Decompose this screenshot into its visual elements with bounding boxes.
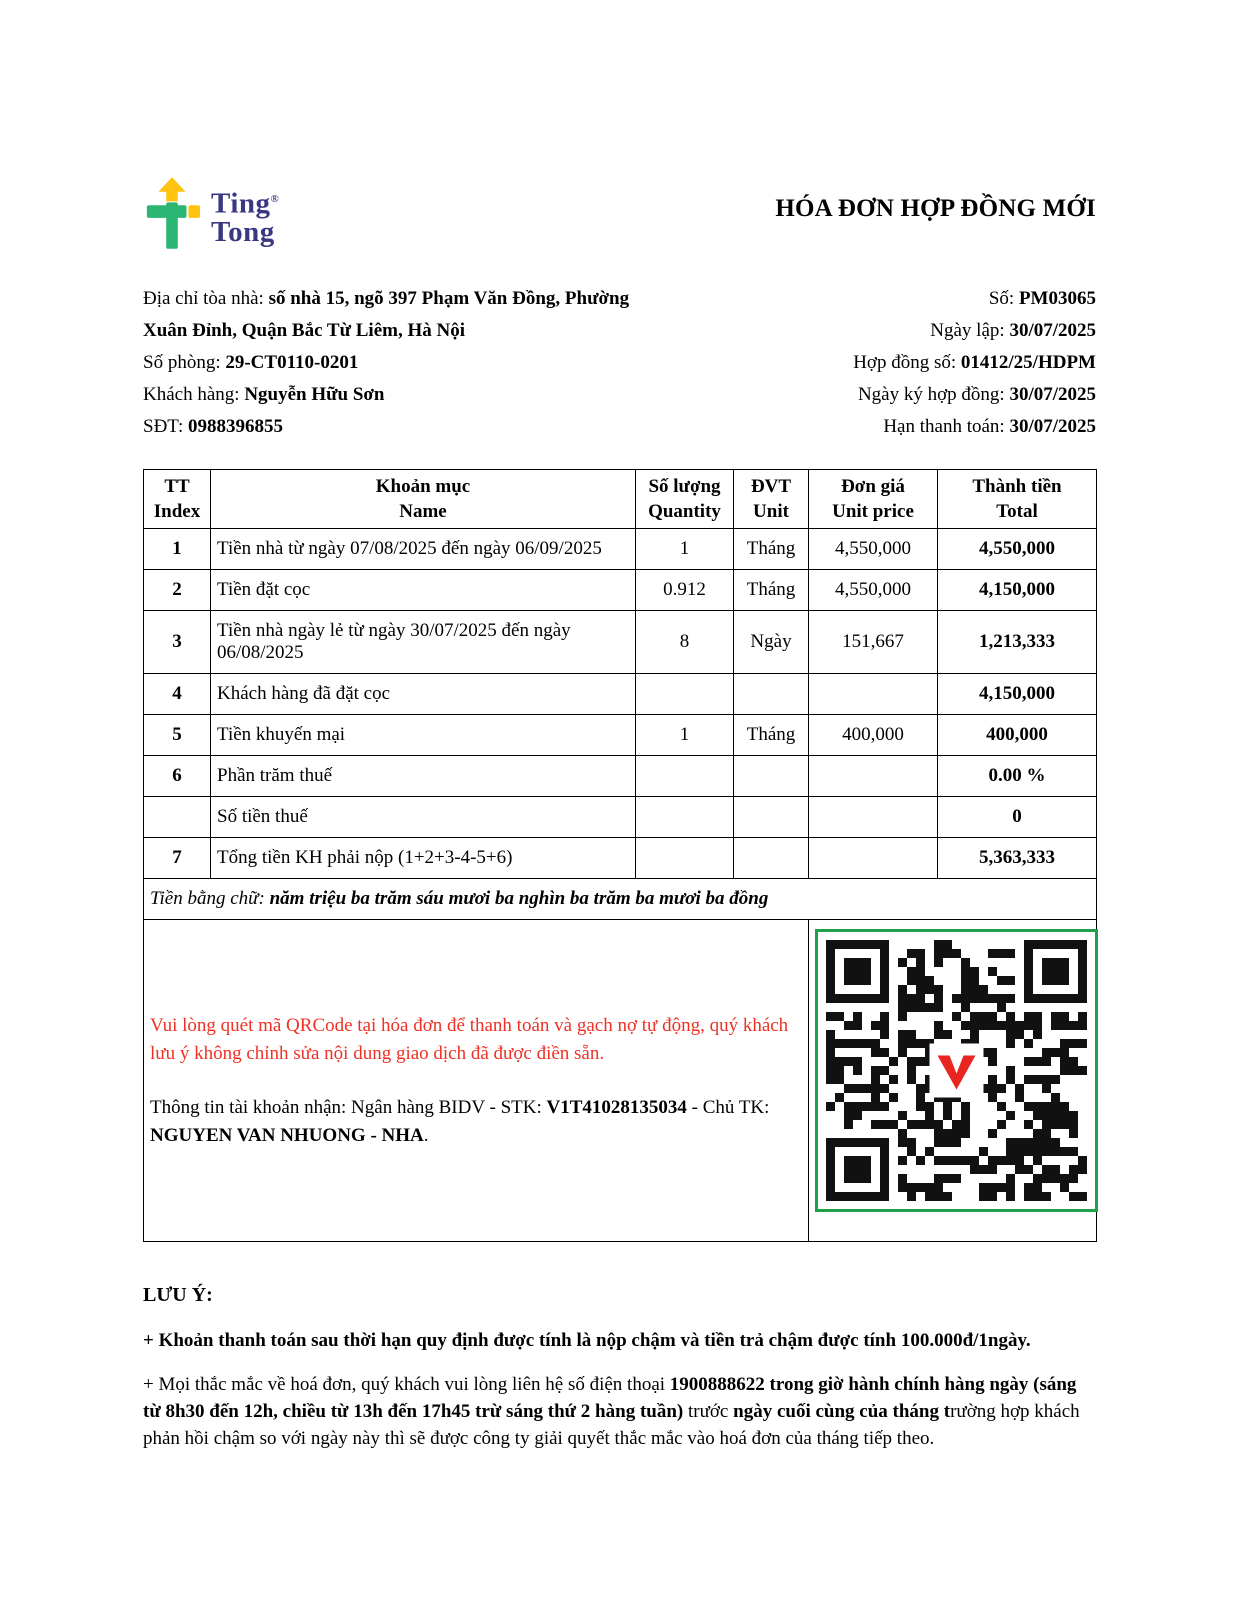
qr-warning-text: Vui lòng quét mã QRCode tại hóa đơn để thanh toán và gạch nợ tự động, quý khách lưu ý không chỉnh sửa nội dung giao dịch đã được điền sẵn.	[150, 1014, 789, 1064]
cell-unit-price: 4,550,000	[809, 529, 938, 570]
tingtong-logo-text: Ting® Tong	[211, 187, 280, 248]
cell-unit	[734, 797, 809, 838]
cell-index: 7	[144, 838, 211, 879]
room-number: Số phòng: 29-CT0110-0201	[143, 352, 359, 373]
cell-index: 6	[144, 756, 211, 797]
cell-unit: Ngày	[734, 611, 809, 674]
amount-in-words-row	[144, 879, 1097, 920]
col-header-quantity: Số lượng Quantity	[636, 470, 734, 529]
cell-quantity	[636, 756, 734, 797]
customer-phone: SĐT: 0988396855	[143, 416, 283, 437]
table-row	[144, 529, 1097, 570]
cell-total: 0.00 %	[938, 756, 1097, 797]
invoice-meta	[853, 283, 1096, 443]
invoice-title: HÓA ĐƠN HỢP ĐỒNG MỚI	[775, 195, 1096, 222]
amount-in-words: Tiền bằng chữ: năm triệu ba trăm sáu mươi ba nghìn ba trăm ba mươi ba đồng	[144, 879, 1097, 920]
table-row	[144, 570, 1097, 611]
cell-index: 5	[144, 715, 211, 756]
qr-code	[826, 940, 1087, 1201]
cell-unit: Tháng	[734, 715, 809, 756]
qr-cell	[809, 920, 1097, 1242]
cell-quantity: 1	[636, 529, 734, 570]
cell-unit	[734, 838, 809, 879]
cell-quantity	[636, 674, 734, 715]
cell-index: 4	[144, 674, 211, 715]
cell-quantity: 8	[636, 611, 734, 674]
notes-section	[143, 1284, 1096, 1452]
cell-name: Tiền nhà từ ngày 07/08/2025 đến ngày 06/09/2025	[211, 529, 636, 570]
note-late-payment: + Khoản thanh toán sau thời hạn quy định được tính là nộp chậm và tiền trả chậm được tính 100.000đ/1ngày.	[143, 1330, 1031, 1351]
cell-name: Tiền đặt cọc	[211, 570, 636, 611]
cell-name: Tổng tiền KH phải nộp (1+2+3-4-5+6)	[211, 838, 636, 879]
qr-frame	[815, 929, 1098, 1212]
invoice-info	[143, 283, 1096, 443]
cell-name: Tiền khuyến mại	[211, 715, 636, 756]
cell-name: Tiền nhà ngày lẻ từ ngày 30/07/2025 đến ngày 06/08/2025	[211, 611, 636, 674]
cell-unit	[734, 674, 809, 715]
cell-index: 2	[144, 570, 211, 611]
cell-index	[144, 797, 211, 838]
customer-name: Khách hàng: Nguyễn Hữu Sơn	[143, 384, 385, 405]
cell-total: 400,000	[938, 715, 1097, 756]
table-header-row	[144, 470, 1097, 529]
cell-total: 1,213,333	[938, 611, 1097, 674]
cell-index: 1	[144, 529, 211, 570]
cell-unit-price	[809, 756, 938, 797]
cell-unit-price	[809, 838, 938, 879]
col-header-name: Khoản mục Name	[211, 470, 636, 529]
customer-info	[143, 283, 660, 443]
cell-unit-price: 151,667	[809, 611, 938, 674]
note-contact: + Mọi thắc mắc về hoá đơn, quý khách vui lòng liên hệ số điện thoại 1900888622 trong giờ hành chính hàng ngày (sáng từ 8h30 đến 12h, chiều từ 13h đến 17h45 trừ sáng thứ 2 hàng tuần) trước ngày cuối cùng của tháng trường hợp khách phản hồi chậm so với ngày này thì sẽ được công ty giải quyết thắc mắc vào hoá đơn của tháng tiếp theo.	[143, 1374, 1080, 1449]
cell-total: 4,550,000	[938, 529, 1097, 570]
building-address: Địa chỉ tòa nhà: số nhà 15, ngõ 397 Phạm Văn Đồng, Phường Xuân Đỉnh, Quận Bắc Từ Liêm, Hà Nội	[143, 288, 630, 341]
contract-number: Hợp đồng số: 01412/25/HDPM	[853, 352, 1096, 373]
cell-quantity	[636, 797, 734, 838]
header	[143, 175, 1096, 257]
cell-name: Phần trăm thuế	[211, 756, 636, 797]
invoice-number: Số: PM03065	[988, 288, 1096, 309]
cell-name: Khách hàng đã đặt cọc	[211, 674, 636, 715]
cell-total: 5,363,333	[938, 838, 1097, 879]
table-row	[144, 756, 1097, 797]
payment-instructions	[144, 920, 809, 1242]
cell-name: Số tiền thuế	[211, 797, 636, 838]
cell-unit-price: 4,550,000	[809, 570, 938, 611]
col-header-unit-price: Đơn giá Unit price	[809, 470, 938, 529]
payment-due-date: Hạn thanh toán: 30/07/2025	[883, 416, 1096, 437]
cell-quantity	[636, 838, 734, 879]
col-header-unit: ĐVT Unit	[734, 470, 809, 529]
cell-quantity: 1	[636, 715, 734, 756]
payment-row	[144, 920, 1097, 1242]
cell-unit	[734, 756, 809, 797]
cell-total: 0	[938, 797, 1097, 838]
table-row	[144, 611, 1097, 674]
col-header-total: Thành tiền Total	[938, 470, 1097, 529]
cell-total: 4,150,000	[938, 570, 1097, 611]
cell-index: 3	[144, 611, 211, 674]
table-row	[144, 674, 1097, 715]
table-row	[144, 838, 1097, 879]
invoice-table	[143, 469, 1097, 1242]
cell-unit-price	[809, 797, 938, 838]
tingtong-logo-icon	[143, 175, 201, 257]
account-info: Thông tin tài khoản nhận: Ngân hàng BIDV - STK: V1T41028135034 - Chủ TK: NGUYEN VAN NHUONG - NHA.	[150, 1096, 770, 1146]
table-row	[144, 715, 1097, 756]
col-header-index: TT Index	[144, 470, 211, 529]
issue-date: Ngày lập: 30/07/2025	[930, 320, 1096, 341]
cell-unit: Tháng	[734, 570, 809, 611]
cell-quantity: 0.912	[636, 570, 734, 611]
cell-unit-price	[809, 674, 938, 715]
cell-unit: Tháng	[734, 529, 809, 570]
cell-total: 4,150,000	[938, 674, 1097, 715]
contract-sign-date: Ngày ký hợp đồng: 30/07/2025	[857, 384, 1096, 405]
notes-title: LƯU Ý:	[143, 1284, 213, 1306]
tingtong-logo	[143, 175, 279, 257]
table-row	[144, 797, 1097, 838]
cell-unit-price: 400,000	[809, 715, 938, 756]
